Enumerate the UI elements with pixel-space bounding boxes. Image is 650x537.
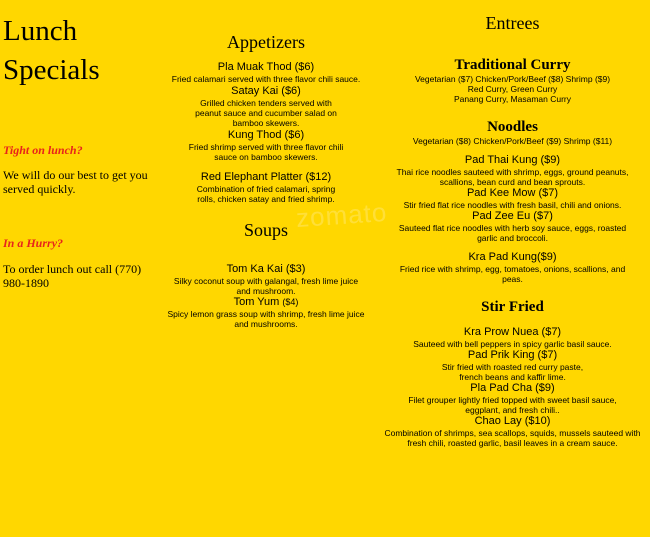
menu-item-desc: Stir fried flat rice noodles with fresh basil, chili and onions. <box>403 200 622 210</box>
menu-item-desc: Filet grouper lightly fried topped with sweet basil sauce, eggplant, and fresh chili.. <box>408 395 617 415</box>
menu-item-name: Kra Prow Nuea ($7) <box>463 326 562 338</box>
menu-item-desc: Grilled chicken tenders served with peanut sauce and cucumber salad on bamboo skewers. <box>195 98 337 128</box>
in-a-hurry-text: To order lunch out call (770) 980-1890 <box>3 262 142 290</box>
stir-fried-section <box>385 298 640 316</box>
curry-title: Traditional Curry <box>454 57 571 73</box>
menu-item-name: Pad Zee Eu ($7) <box>472 210 553 222</box>
menu-item-name: Tom Ka Kai ($3) <box>226 263 306 275</box>
menu-item-desc: Combination of shrimps, sea scallops, squids, mussels sauteed with fresh chili, roasted garlic, basil leaves in a cream sauce. <box>384 428 641 448</box>
noodles-title: Noodles <box>487 119 538 135</box>
tight-on-lunch-text: We will do our best to get you served quickly. <box>3 168 148 196</box>
entrees-section <box>385 12 640 34</box>
menu-item-desc: Stir fried with roasted red curry paste, french beans and kaffir lime. <box>441 362 584 382</box>
menu-item-name: Chao Lay ($10) <box>474 415 551 427</box>
menu-item-name: Pla Muak Thod ($6) <box>217 61 315 73</box>
menu-item-desc: Sauteed with bell peppers in spicy garlic basil sauce. <box>413 339 612 349</box>
menu-item-desc: Silky coconut soup with galangal, fresh lime juice and mushroom. <box>173 276 359 296</box>
tight-on-lunch-heading: Tight on lunch? <box>3 143 83 157</box>
menu-item-label: Tom Yum <box>233 296 280 308</box>
noodles-section <box>385 118 640 146</box>
in-a-hurry-heading: In a Hurry? <box>3 236 64 250</box>
menu-item-name: Satay Kai ($6) <box>231 85 301 97</box>
appetizers-title: Appetizers <box>227 32 305 52</box>
curry-line-2: Panang Curry, Masaman Curry <box>454 94 571 104</box>
curry-prices: Vegetarian ($7) Chicken/Pork/Beef ($8) Shrimp ($9) <box>414 74 611 84</box>
menu-item-name: Kra Pad Kung($9) <box>468 251 557 263</box>
menu-item-name: Pla Pad Cha ($9) <box>470 382 555 394</box>
menu-item-name: Pad Thai Kung ($9) <box>464 154 561 166</box>
menu-item-desc: Spicy lemon grass soup with shrimp, fresh lime juice and mushrooms. <box>167 309 365 329</box>
entrees-title: Entrees <box>485 13 540 33</box>
menu-item-name <box>160 296 372 309</box>
curry-section <box>385 56 640 104</box>
menu-item-name: Red Elephant Platter ($12) <box>200 171 332 183</box>
menu-item-desc: Thai rice noodles sauteed with shrimp, eggs, ground peanuts, scallions, bean curd and bean sprouts. <box>396 167 629 187</box>
appetizers-list <box>160 61 372 204</box>
page-title: Lunch Specials <box>3 15 100 86</box>
soups-list <box>160 263 372 329</box>
menu-item-desc: Fried shrimp served with three flavor chili sauce on bamboo skewers. <box>188 142 344 162</box>
menu-item-price: ($4) <box>282 297 299 307</box>
menu-item-desc: Sauteed flat rice noodles with herb soy sauce, eggs, roasted garlic and broccoli. <box>398 223 627 243</box>
stir-fried-list <box>381 326 644 448</box>
curry-line-1: Red Curry, Green Curry <box>467 84 558 94</box>
noodles-list <box>383 154 642 284</box>
menu-item-name: Pad Kee Mow ($7) <box>466 187 559 199</box>
soups-title: Soups <box>243 220 288 240</box>
menu-item-desc: Fried calamari served with three flavor chili sauce. <box>171 74 361 84</box>
menu-item-desc: Combination of fried calamari, spring rolls, chicken satay and fried shrimp. <box>196 184 336 204</box>
menu-item-name: Kung Thod ($6) <box>227 129 305 141</box>
menu-item-name: Pad Prik King ($7) <box>467 349 558 361</box>
noodles-prices: Vegetarian ($8) Chicken/Pork/Beef ($9) Shrimp ($11) <box>412 136 613 146</box>
stir-fried-title: Stir Fried <box>481 299 544 315</box>
appetizers-section <box>160 31 372 53</box>
menu-item-desc: Fried rice with shrimp, egg, tomatoes, onions, scallions, and peas. <box>399 264 626 284</box>
zomato-watermark: zomato <box>295 196 389 234</box>
